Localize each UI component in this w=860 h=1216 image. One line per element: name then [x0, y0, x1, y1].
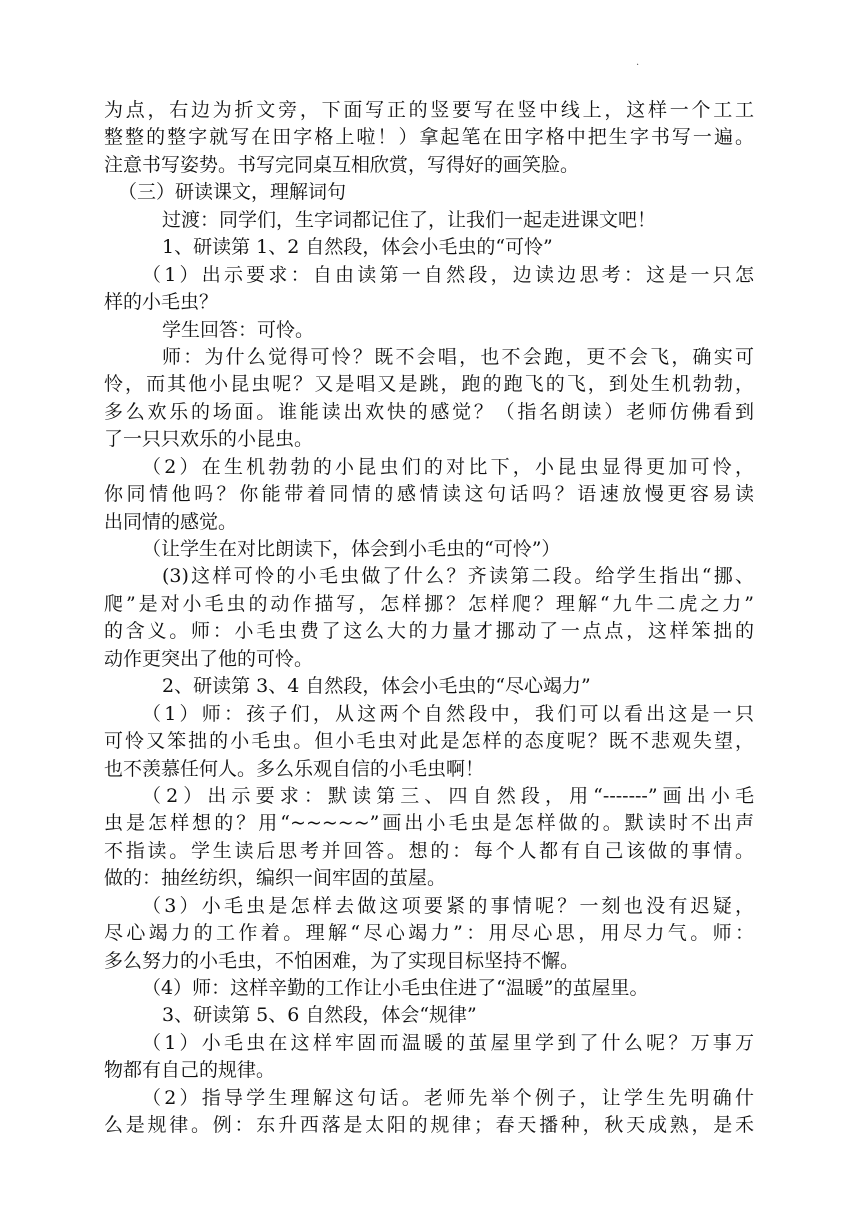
document-body: [104, 97, 754, 1140]
text-line: 物都有自己的规律。: [104, 1059, 276, 1082]
page-marker: .: [636, 57, 640, 68]
text-line: （1）小毛虫在这样牢固而温暖的茧屋里学到了什么呢？万事万: [142, 1031, 754, 1054]
text-line: 过渡：同学们，生字词都记住了，让我们一起走进课文吧！: [162, 208, 657, 231]
text-line: 尽心竭力的工作着。理解“尽心竭力”：用尽心思，用尽力气。师：: [104, 922, 754, 945]
text-line: 1、研读第 1、2 自然段，体会小毛虫的“可怜”: [162, 236, 553, 259]
text-line: (3)这样可怜的小毛虫做了什么？齐读第二段。给学生指出“挪、: [162, 565, 754, 588]
text-line: （3）小毛虫是怎样去做这项要紧的事情呢？一刻也没有迟疑，: [142, 894, 754, 917]
text-line: 2、研读第 3、4 自然段，体会小毛虫的“尽心竭力”: [162, 675, 591, 698]
text-line: 为点，右边为折文旁，下面写正的竖要写在竖中线上，这样一个工工: [104, 99, 754, 121]
text-line: （2）指导学生理解这句话。老师先举个例子，让学生先明确什: [142, 1086, 754, 1109]
text-line: （2）出示要求：默读第三、四自然段，用“-------”画出小毛: [142, 784, 754, 807]
text-line: 了一只只欢乐的小昆虫。: [104, 428, 314, 451]
text-line: 整整的整字就写在田字格上啦！）拿起笔在田字格中把生字书写一遍。: [104, 126, 754, 149]
text-line: （1）出示要求：自由读第一自然段，边读边思考：这是一只怎: [142, 263, 754, 286]
text-line: （三）研读课文，理解词句: [118, 181, 347, 204]
text-line: 的含义。师：小毛虫费了这么大的力量才挪动了一点点，这样笨拙的: [104, 620, 754, 643]
text-line: 样的小毛虫？: [104, 291, 219, 314]
text-line: 出同情的感觉。: [104, 510, 238, 533]
text-line: 虫是怎样想的？用“~~~~~”画出小毛虫是怎样做的。默读时不出声: [104, 812, 754, 835]
text-line: 怜，而其他小昆虫呢？又是唱又是跳，跑的跑飞的飞，到处生机勃勃，: [104, 373, 754, 396]
text-line: 不指读。学生读后思考并回答。想的：每个人都有自己该做的事情。: [104, 839, 754, 862]
text-line: （1）师：孩子们，从这两个自然段中，我们可以看出这是一只: [142, 702, 754, 725]
text-line: （2）在生机勃勃的小昆虫们的对比下，小昆虫显得更加可怜，: [142, 455, 754, 478]
text-line: 爬”是对小毛虫的动作描写，怎样挪？怎样爬？理解“九牛二虎之力”: [104, 592, 754, 615]
text-line: （让学生在对比朗读下，体会到小毛虫的“可怜”）: [142, 538, 561, 560]
text-line: 多么欢乐的场面。谁能读出欢快的感觉？（指名朗读）老师仿佛看到: [104, 400, 754, 423]
text-line: 动作更突出了他的可怜。: [104, 647, 314, 670]
text-line: 师：为什么觉得可怜？既不会唱，也不会跑，更不会飞，确实可: [162, 345, 754, 368]
text-line: 注意书写姿势。书写完同桌互相欣赏，写得好的画笑脸。: [104, 153, 580, 176]
text-line: 做的：抽丝纺织，编织一间牢固的茧屋。: [104, 867, 447, 890]
text-line: 也不羡慕任何人。多么乐观自信的小毛虫啊！: [104, 757, 485, 780]
text-line: 么是规律。例：东升西落是太阳的规律；春天播种，秋天成熟，是禾: [104, 1114, 754, 1137]
text-line: 3、研读第 5、6 自然段，体会“规律”: [162, 1004, 477, 1027]
text-line: 学生回答：可怜。: [162, 318, 315, 341]
text-line: 你同情他吗？你能带着同情的感情读这句话吗？语速放慢更容易读: [104, 483, 754, 506]
text-line: 可怜又笨拙的小毛虫。但小毛虫对此是怎样的态度呢？既不悲观失望，: [104, 730, 754, 753]
text-line: 多么努力的小毛虫，不怕困难，为了实现目标坚持不懈。: [104, 949, 580, 972]
text-line: （4）师：这样辛勤的工作让小毛虫住进了“温暖”的茧屋里。: [142, 977, 649, 999]
